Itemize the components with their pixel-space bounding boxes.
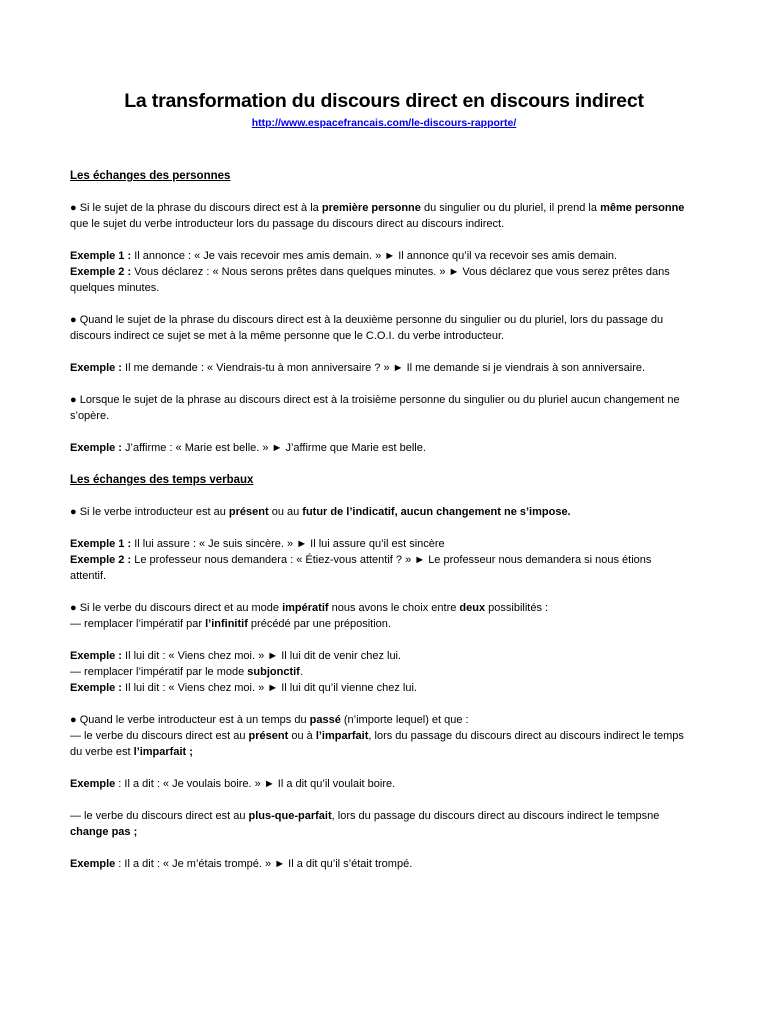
text-run: possibilités : bbox=[485, 602, 549, 614]
text-run: — le verbe du discours direct est au bbox=[70, 810, 249, 822]
paragraph bbox=[70, 808, 690, 840]
bold-text: Exemple : bbox=[70, 362, 122, 374]
text-run: ● Quand le verbe introducteur est à un temps du bbox=[70, 714, 310, 726]
paragraph-line bbox=[70, 776, 690, 792]
paragraph-line bbox=[70, 856, 690, 872]
paragraph-line bbox=[70, 552, 690, 584]
text-run: : Il a dit : « Je voulais boire. » ► Il a dit qu’il voulait boire. bbox=[115, 778, 396, 790]
bold-text: futur de l’indicatif, aucun changement ne s’impose. bbox=[302, 506, 571, 518]
bold-text: Exemple bbox=[70, 858, 116, 870]
text-run: que le sujet du verbe introducteur lors du passage du discours direct au discours indirect. bbox=[70, 218, 505, 230]
text-run: ● Lorsque le sujet de la phrase au discours direct est à la troisième personne du singulier ou du pluriel aucun changement ne s’opère. bbox=[70, 394, 680, 422]
paragraph-line bbox=[70, 536, 690, 552]
text-run: nous avons le choix entre bbox=[328, 602, 460, 614]
paragraph bbox=[70, 856, 690, 872]
text-run: Il annonce : « Je vais recevoir mes amis demain. » ► Il annonce qu’il va recevoir ses amis demain. bbox=[131, 250, 618, 262]
paragraph-line bbox=[70, 616, 690, 632]
paragraph-line bbox=[70, 264, 690, 296]
paragraph-line bbox=[70, 808, 690, 840]
text-run: ● Si le verbe du discours direct et au mode bbox=[70, 602, 283, 614]
paragraph bbox=[70, 648, 690, 696]
bold-text: passé bbox=[309, 714, 341, 726]
bold-text: deux bbox=[459, 602, 486, 614]
paragraph-line bbox=[70, 392, 690, 424]
source-link[interactable]: http://www.espacefrancais.com/le-discours-rapporte/ bbox=[251, 117, 517, 129]
text-run: : Il a dit : « Je m’étais trompé. » ► Il a dit qu’il s’était trompé. bbox=[115, 858, 413, 870]
paragraph bbox=[70, 248, 690, 296]
bold-text: présent bbox=[248, 730, 289, 742]
bold-text: plus-que-parfait bbox=[248, 810, 332, 822]
text-run: — remplacer l’impératif par le mode bbox=[70, 666, 248, 678]
bold-text: première personne bbox=[321, 202, 421, 214]
source-link-container bbox=[0, 117, 768, 129]
document-body bbox=[70, 168, 690, 872]
text-run: ● Quand le sujet de la phrase du discours direct est à la deuxième personne du singulier ou du pluriel, lors du passage du discours indirect ce sujet se met à la même personne que le C.O.I. du verbe introducteur. bbox=[70, 314, 664, 342]
text-run: , lors du passage du discours direct au discours indirect le tempsne bbox=[331, 810, 660, 822]
paragraph-line bbox=[70, 200, 690, 232]
bold-text: Exemple : bbox=[70, 650, 122, 662]
paragraph bbox=[70, 600, 690, 632]
text-run: J’affirme : « Marie est belle. » ► J’affirme que Marie est belle. bbox=[121, 442, 426, 454]
paragraph bbox=[70, 712, 690, 760]
paragraph-line bbox=[70, 664, 690, 680]
paragraph-line bbox=[70, 504, 690, 520]
paragraph-line bbox=[70, 440, 690, 456]
paragraph bbox=[70, 360, 690, 376]
paragraph-line bbox=[70, 360, 690, 376]
text-run: précédé par une préposition. bbox=[247, 618, 391, 630]
bold-text: Exemple : bbox=[70, 682, 122, 694]
text-run: ou à bbox=[288, 730, 316, 742]
bold-text: présent bbox=[228, 506, 269, 518]
document-title: La transformation du discours direct en discours indirect bbox=[124, 90, 644, 112]
text-run: . bbox=[299, 666, 303, 678]
paragraph-line bbox=[70, 680, 690, 696]
text-run: , lors du passage du discours direct au discours indirect le temps du verbe est bbox=[70, 730, 684, 758]
paragraph-line bbox=[70, 248, 690, 264]
text-run: Il lui dit : « Viens chez moi. » ► Il lui dit de venir chez lui. bbox=[121, 650, 402, 662]
bold-text: change pas ; bbox=[70, 826, 138, 838]
bold-text: l’imparfait ; bbox=[133, 746, 193, 758]
bold-text: Exemple 2 : bbox=[70, 266, 132, 278]
bold-text: Exemple 1 : bbox=[70, 250, 132, 262]
bold-text: Exemple bbox=[70, 778, 116, 790]
text-run: ou au bbox=[268, 506, 303, 518]
paragraph-line bbox=[70, 312, 690, 344]
bold-text: l’imparfait bbox=[315, 730, 369, 742]
paragraph bbox=[70, 536, 690, 584]
bold-text: Exemple 2 : bbox=[70, 554, 132, 566]
paragraph-line bbox=[70, 600, 690, 616]
paragraph bbox=[70, 312, 690, 344]
section-heading: Les échanges des temps verbaux bbox=[70, 474, 254, 486]
paragraph bbox=[70, 200, 690, 232]
paragraph bbox=[70, 504, 690, 520]
bold-text: l’infinitif bbox=[205, 618, 248, 630]
paragraph-line bbox=[70, 648, 690, 664]
text-run: ● Si le sujet de la phrase du discours direct est à la bbox=[70, 202, 322, 214]
text-run: (n’importe lequel) et que : bbox=[340, 714, 469, 726]
bold-text: Exemple : bbox=[70, 442, 122, 454]
text-run: — remplacer l’impératif par bbox=[70, 618, 206, 630]
text-run: Il me demande : « Viendrais-tu à mon anniversaire ? » ► Il me demande si je viendrais à son anniversaire. bbox=[121, 362, 646, 374]
section-heading: Les échanges des personnes bbox=[70, 170, 231, 182]
bold-text: impératif bbox=[282, 602, 329, 614]
bold-text: subjonctif bbox=[247, 666, 300, 678]
bold-text: Exemple 1 : bbox=[70, 538, 132, 550]
paragraph-line bbox=[70, 728, 690, 760]
text-run: Le professeur nous demandera : « Étiez-vous attentif ? » ► Le professeur nous demandera si nous étions attentif. bbox=[70, 554, 652, 582]
paragraph bbox=[70, 440, 690, 456]
text-run: ● Si le verbe introducteur est au bbox=[70, 506, 229, 518]
bold-text: même personne bbox=[600, 202, 685, 214]
text-run: Vous déclarez : « Nous serons prêtes dans quelques minutes. » ► Vous déclarez que vous serez prêtes dans quelques minutes. bbox=[70, 266, 670, 294]
text-run: Il lui assure : « Je suis sincère. » ► Il lui assure qu’il est sincère bbox=[131, 538, 445, 550]
text-run: du singulier ou du pluriel, il prend la bbox=[420, 202, 601, 214]
text-run: — le verbe du discours direct est au bbox=[70, 730, 249, 742]
paragraph-line bbox=[70, 712, 690, 728]
paragraph bbox=[70, 392, 690, 424]
text-run: Il lui dit : « Viens chez moi. » ► Il lui dit qu’il vienne chez lui. bbox=[121, 682, 417, 694]
paragraph bbox=[70, 776, 690, 792]
